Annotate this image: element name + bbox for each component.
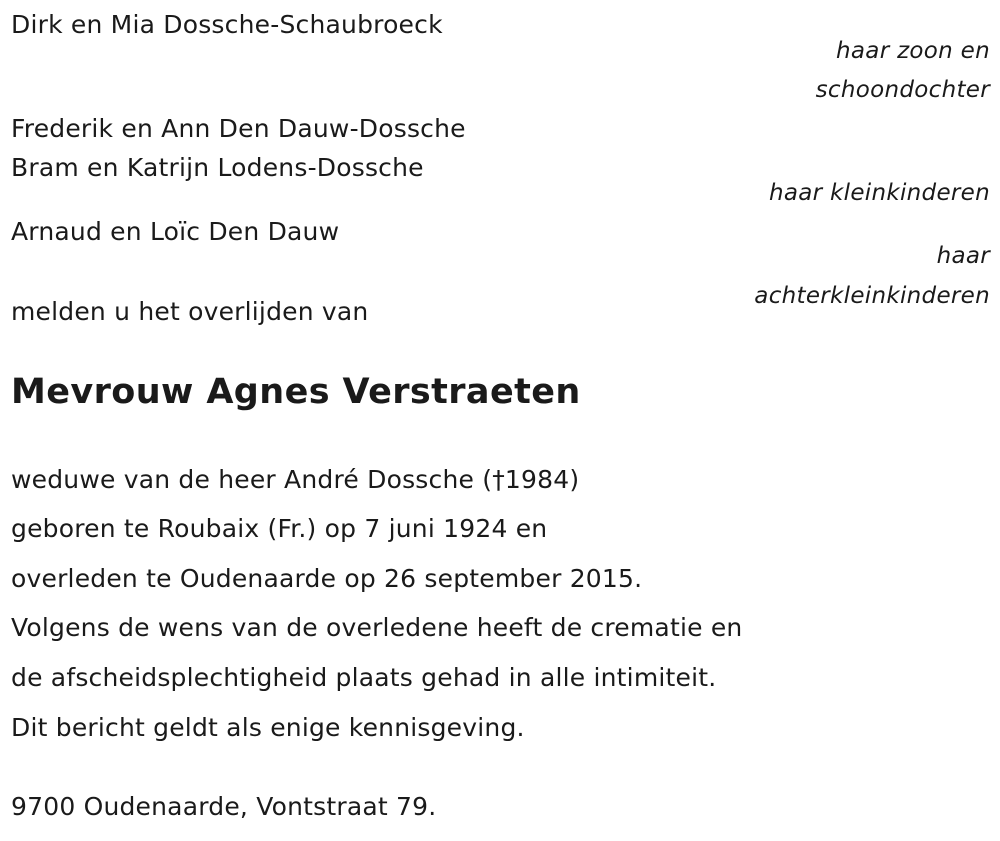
son-relation-line-1: haar zoon en bbox=[836, 38, 990, 64]
detail-line-4: Volgens de wens van de overledene heeft de crematie en bbox=[11, 613, 743, 642]
detail-line-3: overleden te Oudenaarde op 26 september 2015. bbox=[11, 564, 643, 593]
son-names: Dirk en Mia Dossche-Schaubroeck bbox=[11, 10, 443, 39]
great-grandchild-names: Arnaud en Loïc Den Dauw bbox=[11, 217, 340, 246]
deceased-name: Mevrouw Agnes Verstraeten bbox=[11, 372, 581, 412]
detail-line-2: geboren te Roubaix (Fr.) op 7 juni 1924 en bbox=[11, 514, 548, 543]
detail-line-5: de afscheidsplechtigheid plaats gehad in alle intimiteit. bbox=[11, 663, 717, 692]
grandchild-names-2: Bram en Katrijn Lodens-Dossche bbox=[11, 153, 424, 182]
detail-line-6: Dit bericht geldt als enige kennisgeving. bbox=[11, 713, 525, 742]
grandchildren-relation: haar kleinkinderen bbox=[769, 180, 990, 206]
great-grandchildren-relation-line-2: achterkleinkinderen bbox=[754, 283, 990, 309]
son-relation-line-2: schoondochter bbox=[815, 77, 990, 103]
announcement-text: melden u het overlijden van bbox=[11, 297, 369, 326]
great-grandchildren-relation-line-1: haar bbox=[936, 243, 990, 269]
address: 9700 Oudenaarde, Vontstraat 79. bbox=[11, 792, 437, 821]
detail-line-1: weduwe van de heer André Dossche (†1984) bbox=[11, 465, 580, 494]
grandchild-names-1: Frederik en Ann Den Dauw-Dossche bbox=[11, 114, 466, 143]
